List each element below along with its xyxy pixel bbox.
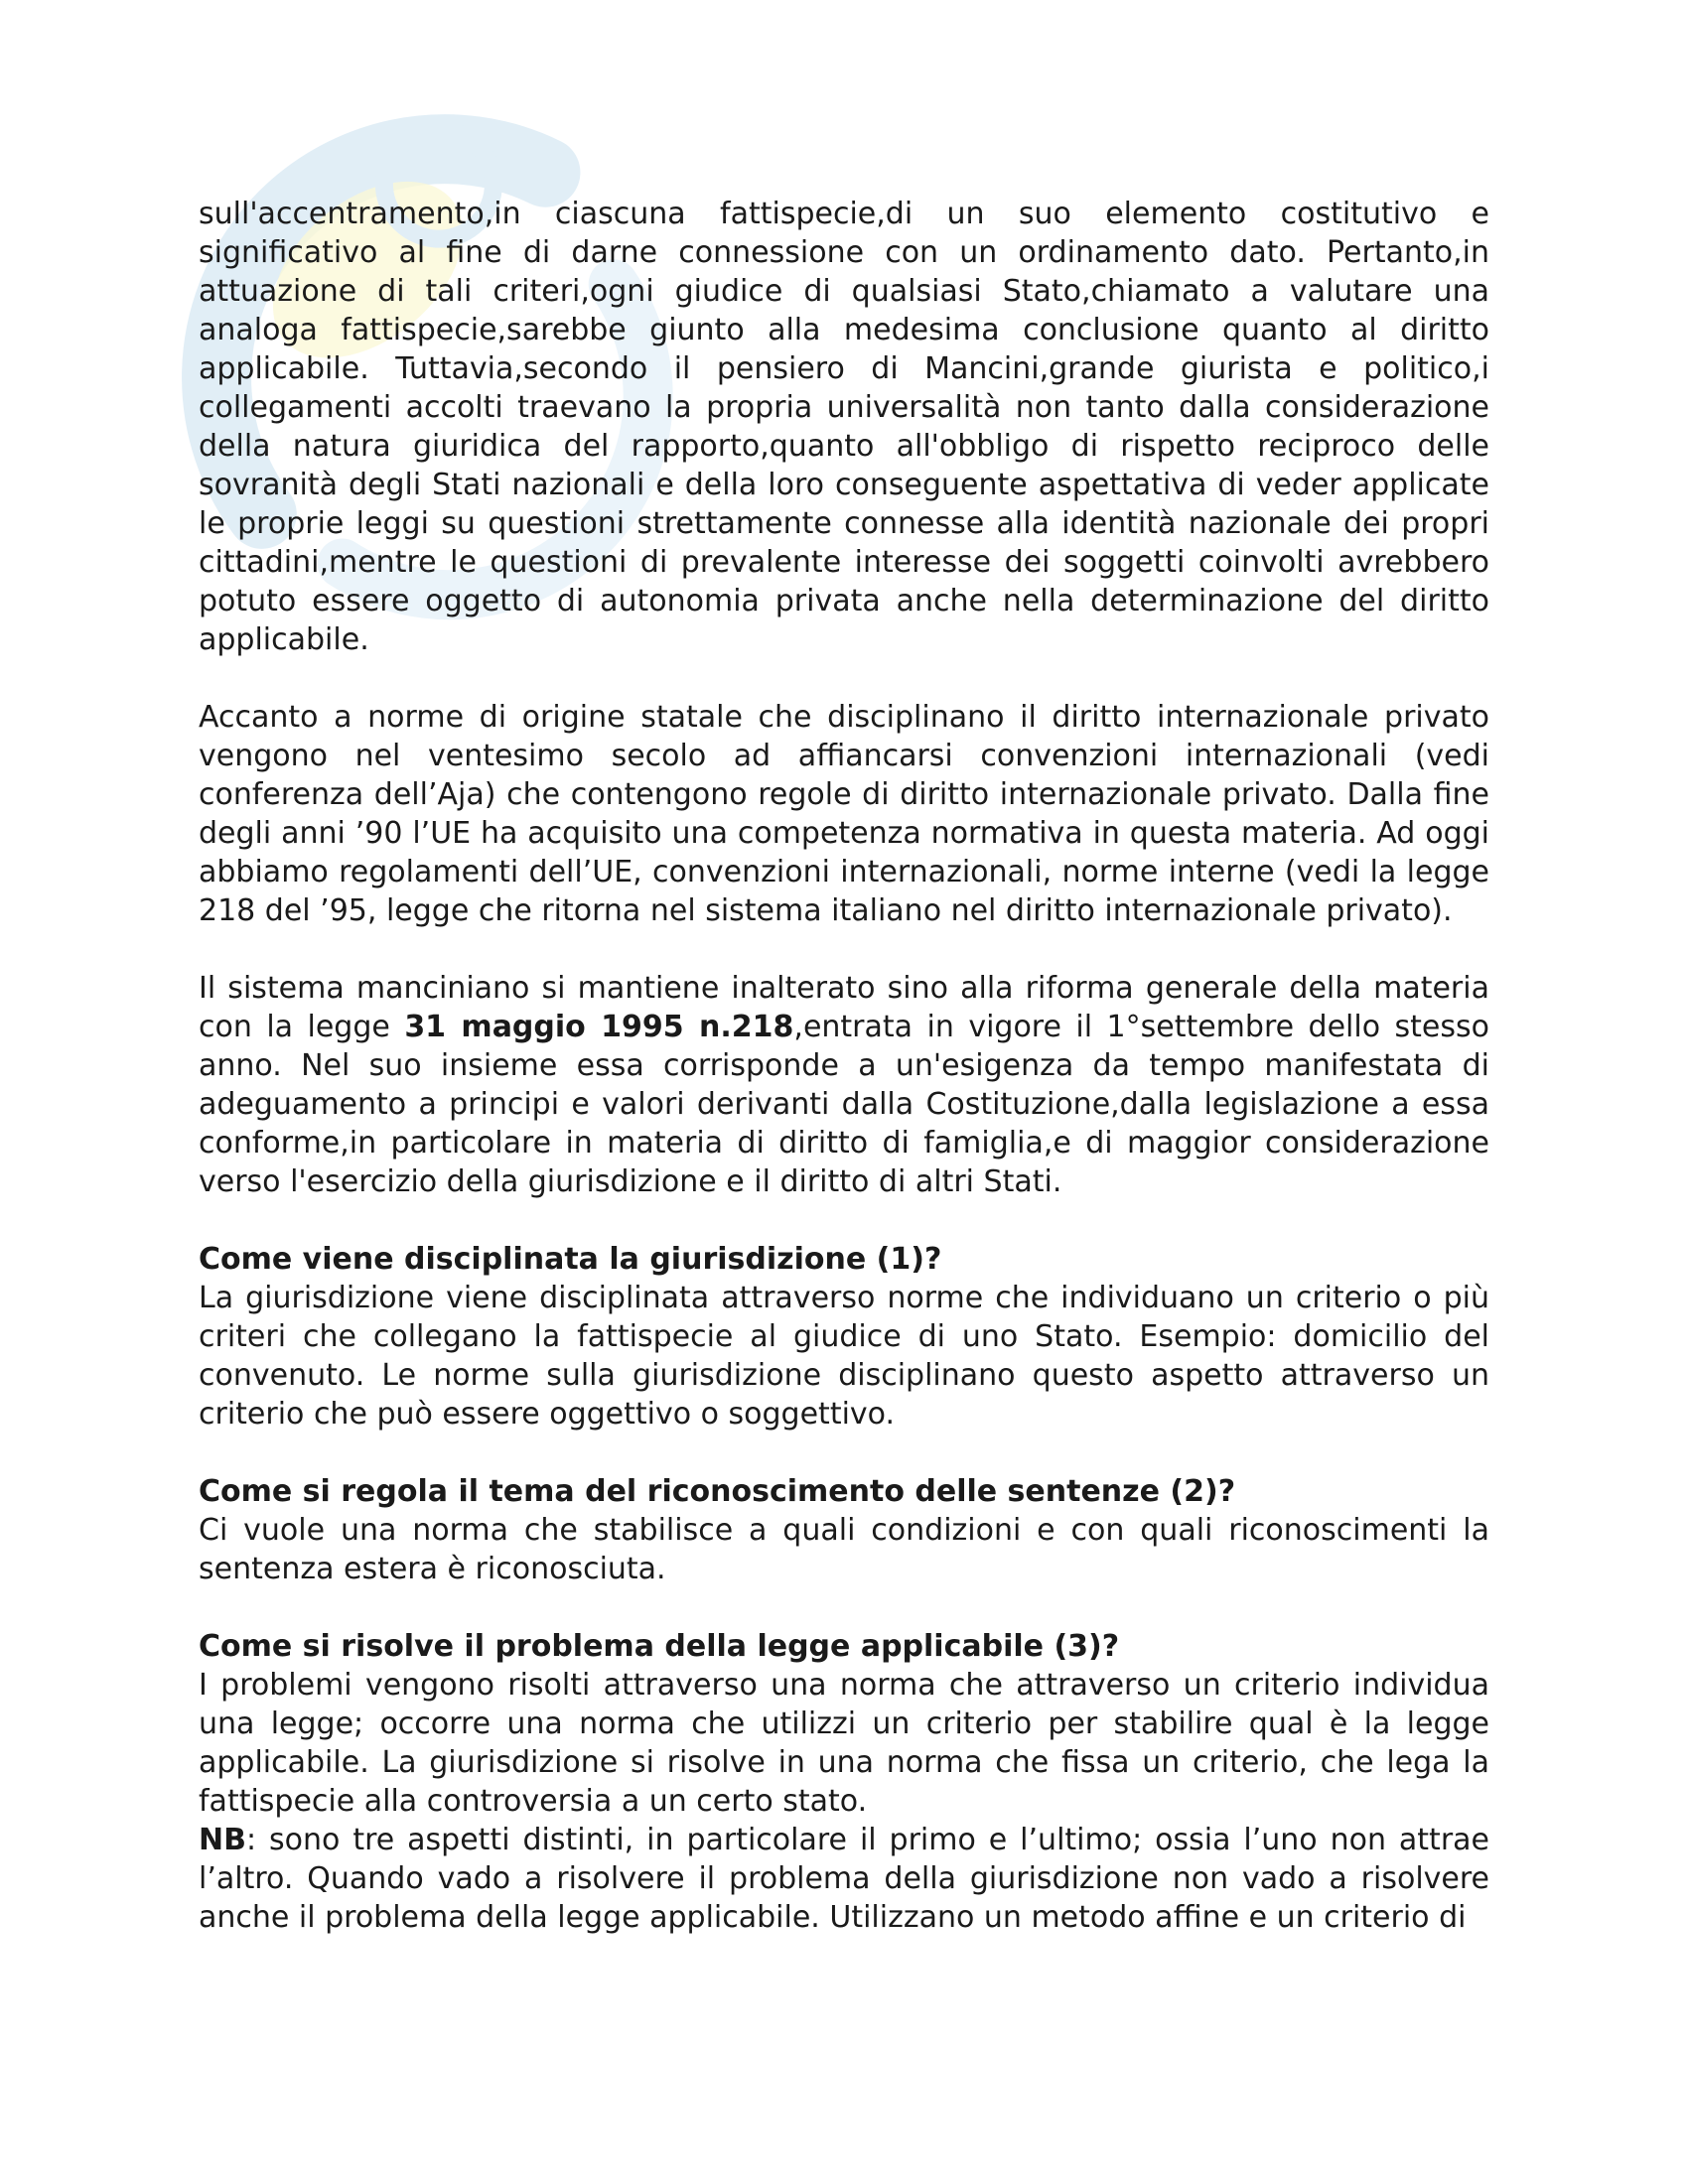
- paragraph-convenzioni: Accanto a norme di origine statale che disciplinano il diritto internazionale privato vengono nel ventesimo secolo ad affiancarsi convenzioni internazionali (vedi conferenza dell’Aja) che contengono regole di diritto internazionale privato. Dalla fine degli anni ’90 l’UE ha acquisito una competenza normativa in questa materia. Ad oggi abbiamo regolamenti dell’UE, convenzioni internazionali, norme interne (vedi la legge 218 del ’95, legge che ritorna nel sistema italiano nel diritto internazionale privato).: [199, 700, 1489, 928]
- answer-text: Ci vuole una norma che stabilisce a quali condizioni e con quali riconoscimenti la sentenza estera è riconosciuta.: [199, 1513, 1489, 1586]
- question-heading: Come si regola il tema del riconoscimento delle sentenze (2)?: [199, 1474, 1236, 1509]
- nb-text: : sono tre aspetti distinti, in particolare il primo e l’ultimo; ossia l’uno non attrae l’altro. Quando vado a risolvere il problema della giurisdizione non vado a risolvere anche il problema della legge applicabile. Utilizzano un metodo affine e un criterio di: [199, 1823, 1489, 1935]
- paragraph-riforma-text-2: ,entrata in vigore il 1°settembre dello stesso anno. Nel suo insieme essa corrisponde a un'esigenza da tempo manifestata di adeguamento a principi e valori derivanti dalla Costituzione,dalla legislazione a essa conforme,in particolare in materia di diritto di famiglia,e di maggior considerazione verso l'esercizio della giurisdizione e il diritto di altri Stati.: [199, 1010, 1489, 1199]
- nb-note: [199, 1821, 1489, 1937]
- document-page: [199, 195, 1489, 1937]
- question-heading: Come si risolve il problema della legge applicabile (3)?: [199, 1629, 1120, 1664]
- paragraph-mancini: sull'accentramento,in ciascuna fattispecie,di un suo elemento costitutivo e significativo al fine di darne connessione con un ordinamento dato. Pertanto,in attuazione di tali criteri,ogni giudice di qualsiasi Stato,chiamato a valutare una analoga fattispecie,sarebbe giunto alla medesima conclusione quanto al diritto applicabile. Tuttavia,secondo il pensiero di Mancini,grande giurista e politico,i collegamenti accolti traevano la propria universalità non tanto dalla considerazione della natura giuridica del rapporto,quanto all'obbligo di rispetto reciproco delle sovranità degli Stati nazionali e della loro conseguente aspettativa di veder applicate le proprie leggi su questioni strettamente connesse alla identità nazionale dei propri cittadini,mentre le questioni di prevalente interesse dei soggetti coinvolti avrebbero potuto essere oggetto di autonomia privata anche nella determinazione del diritto applicabile.: [199, 197, 1489, 657]
- answer-text: La giurisdizione viene disciplinata attraverso norme che individuano un criterio o più criteri che collegano la fattispecie al giudice di uno Stato. Esempio: domicilio del convenuto. Le norme sulla giurisdizione disciplinano questo aspetto attraverso un criterio che può essere oggettivo o soggettivo.: [199, 1281, 1489, 1432]
- answer-text: I problemi vengono risolti attraverso una norma che attraverso un criterio individua una legge; occorre una norma che utilizzi un criterio per stabilire qual è la legge applicabile. La giurisdizione si risolve in una norma che fissa un criterio, che lega la fattispecie alla controversia a un certo stato.: [199, 1668, 1489, 1819]
- qa-legge-applicabile: [199, 1627, 1489, 1937]
- question-heading: Come viene disciplinata la giurisdizione (1)?: [199, 1242, 942, 1277]
- qa-riconoscimento: [199, 1472, 1489, 1588]
- legge-218-bold: 31 maggio 1995 n.218: [404, 1010, 794, 1044]
- paragraph-riforma: [199, 969, 1489, 1201]
- qa-giurisdizione: [199, 1240, 1489, 1433]
- paragraph-riforma-text-1: Il sistema manciniano si mantiene inalterato sino alla riforma generale della materia con la legge: [199, 971, 1489, 1044]
- nb-label: NB: [199, 1823, 246, 1857]
